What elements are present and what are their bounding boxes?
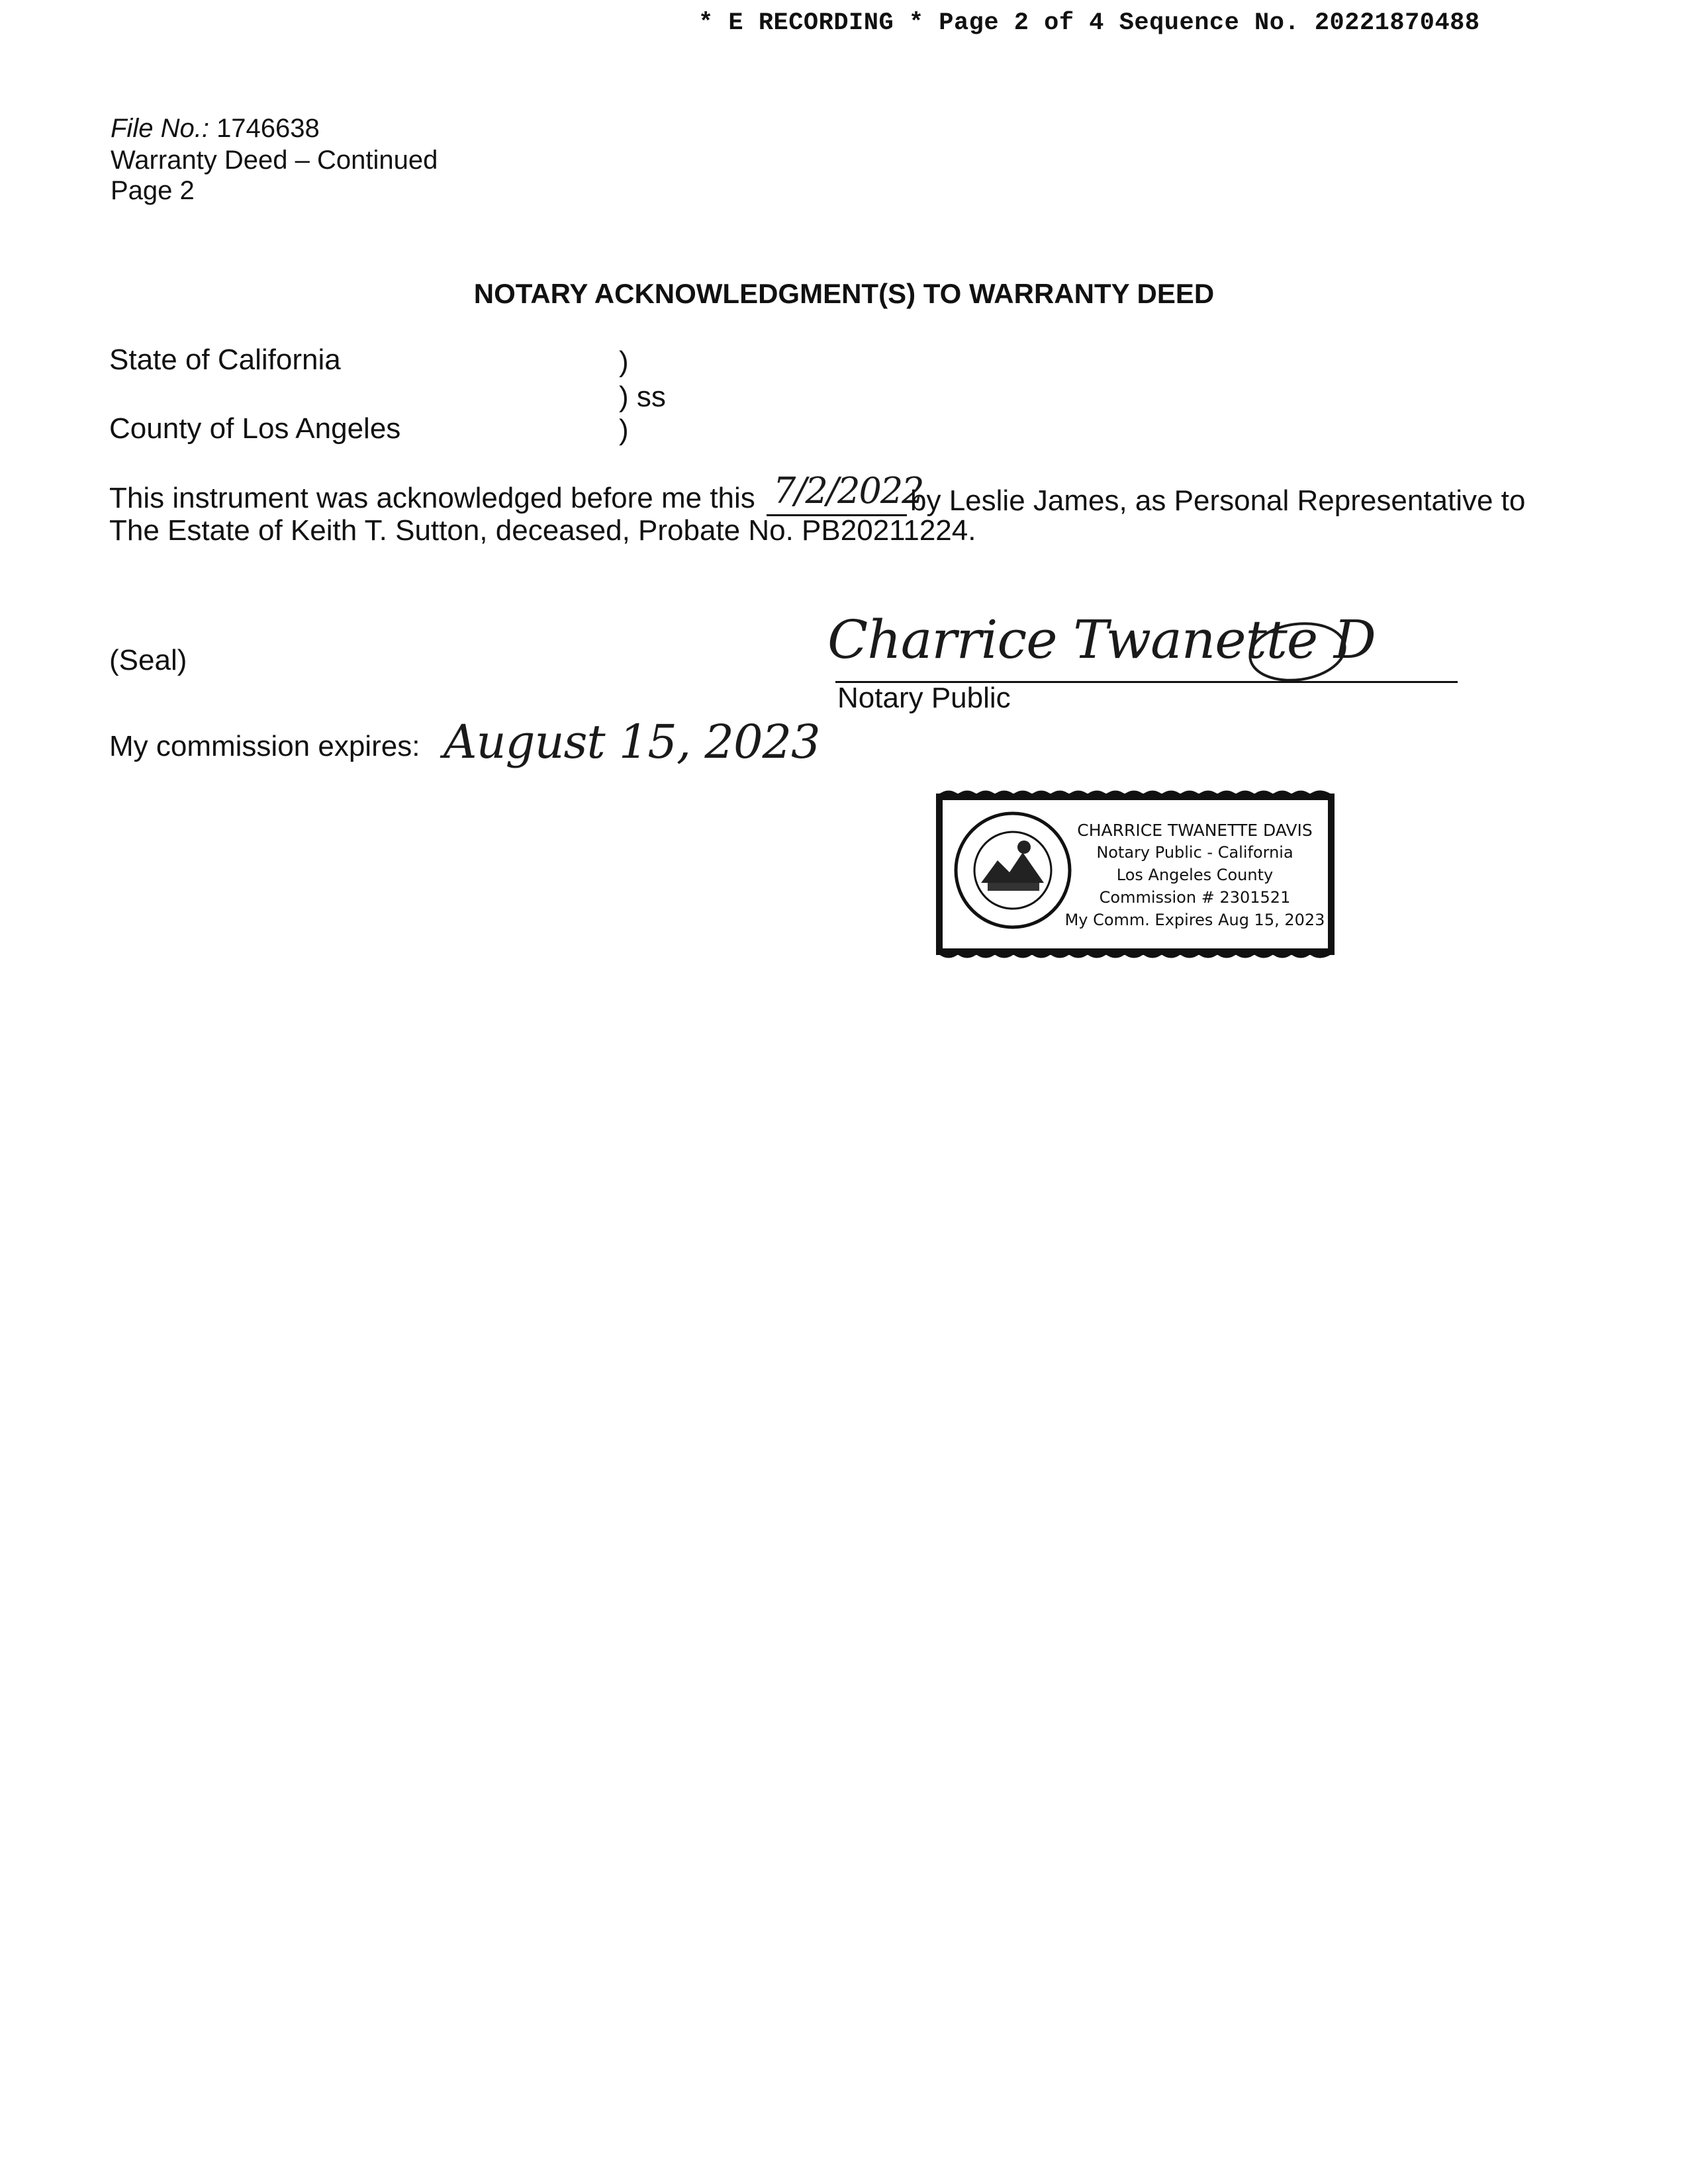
handwritten-date: 7/2/2022 xyxy=(773,470,923,512)
notary-signature: Charrice Twanette D xyxy=(827,609,1376,670)
venue-county: County of Los Angeles xyxy=(109,412,401,445)
recording-header: * E RECORDING * Page 2 of 4 Sequence No. 20221870488 xyxy=(698,9,1480,37)
file-number-line xyxy=(111,114,320,144)
page-label: Page 2 xyxy=(111,176,195,205)
venue-paren-bottom: ) xyxy=(619,414,629,446)
notary-public-label: Notary Public xyxy=(837,682,1011,714)
venue-paren-ss: ) ss xyxy=(619,381,666,413)
venue-paren-top: ) xyxy=(619,345,629,378)
document-title: NOTARY ACKNOWLEDGMENT(S) TO WARRANTY DEED xyxy=(473,278,1215,309)
acknowledgment-line-2: The Estate of Keith T. Sutton, deceased, Probate No. PB20211224. xyxy=(109,514,976,547)
venue-state: State of California xyxy=(109,343,341,376)
stamp-notary-name: CHARRICE TWANETTE DAVIS xyxy=(1077,821,1313,840)
commission-expires-label: My commission expires: xyxy=(109,730,420,762)
document-subtitle: Warranty Deed – Continued xyxy=(111,146,438,175)
stamp-expiration: My Comm. Expires Aug 15, 2023 xyxy=(1064,911,1325,929)
signature-flourish xyxy=(1244,615,1350,688)
stamp-county: Los Angeles County xyxy=(1116,866,1274,884)
acknowledgment-line-1-end: by Leslie James, as Personal Representative to xyxy=(910,484,1526,517)
handwritten-expiration: August 15, 2023 xyxy=(444,715,820,769)
file-number-label: File No.: xyxy=(111,114,209,143)
stamp-commission-number: Commission # 2301521 xyxy=(1099,888,1291,907)
acknowledgment-line-1-start: This instrument was acknowledged before me this xyxy=(109,482,755,514)
stamp-notary-title: Notary Public - California xyxy=(1096,843,1293,862)
file-number: 1746638 xyxy=(216,114,320,143)
seal-label: (Seal) xyxy=(109,644,187,676)
